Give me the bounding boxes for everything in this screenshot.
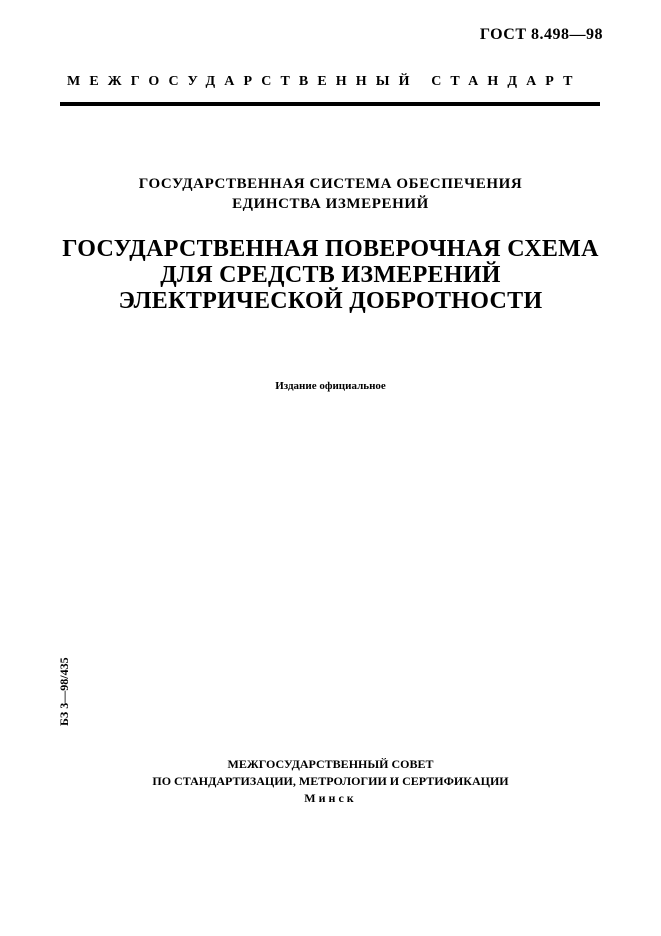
header-rule	[60, 102, 600, 106]
document-title	[0, 236, 661, 314]
publisher-block	[0, 756, 661, 807]
publisher-line-1: МЕЖГОСУДАРСТВЕННЫЙ СОВЕТ	[227, 757, 434, 771]
document-code: ГОСТ 8.498—98	[479, 26, 603, 43]
title-line-1: ГОСУДАРСТВЕННАЯ ПОВЕРОЧНАЯ СХЕМА	[62, 236, 599, 262]
standard-type-banner: МЕЖГОСУДАРСТВЕННЫЙ СТАНДАРТ	[67, 74, 582, 89]
side-registration-code: БЗ 3—98/435	[57, 657, 71, 726]
series-line-1: ГОСУДАРСТВЕННАЯ СИСТЕМА ОБЕСПЕЧЕНИЯ	[138, 176, 523, 192]
title-line-3: ЭЛЕКТРИЧЕСКОЙ ДОБРОТНОСТИ	[118, 288, 543, 314]
standards-series	[0, 174, 661, 214]
title-line-2: ДЛЯ СРЕДСТВ ИЗМЕРЕНИЙ	[160, 262, 501, 288]
series-line-2: ЕДИНСТВА ИЗМЕРЕНИЙ	[232, 196, 429, 212]
publisher-city: Минск	[304, 791, 357, 805]
edition-note: Издание официальное	[275, 380, 386, 392]
publisher-line-2: ПО СТАНДАРТИЗАЦИИ, МЕТРОЛОГИИ И СЕРТИФИКАЦИИ	[152, 774, 509, 788]
